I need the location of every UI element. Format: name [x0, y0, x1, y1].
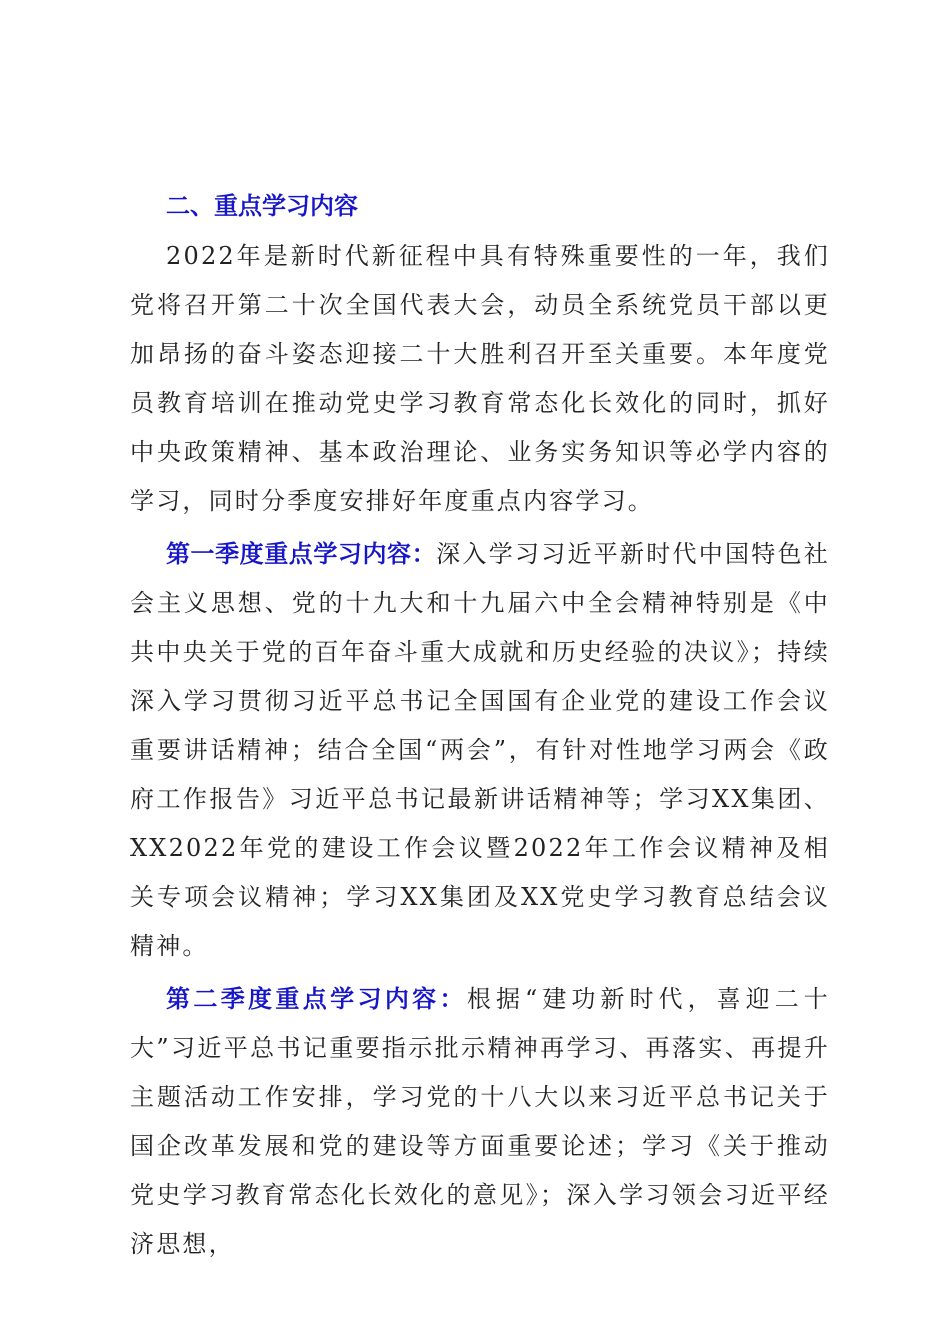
- intro-paragraph-text: 2022年是新时代新征程中具有特殊重要性的一年，我们党将召开第二十次全国代表大会，动员全系统党员干部以更加昂扬的奋斗姿态迎接二十大胜利召开至关重要。本年度党员教育培训在推动党史学习教育常态化长效化的同时，抓好中央政策精神、基本政治理论、业务实务知识等必学内容的学习，同时分季度安排好年度重点内容学习。: [130, 242, 830, 515]
- document-content: [130, 180, 830, 1269]
- intro-paragraph: [130, 232, 830, 526]
- q1-lead: 第一季度重点学习内容：: [166, 540, 437, 568]
- q1-paragraph-text: 深入学习习近平新时代中国特色社会主义思想、党的十九大和十九届六中全会精神特别是《中共中央关于党的百年奋斗重大成就和历史经验的决议》；持续深入学习贯彻习近平总书记全国国有企业党的建设工作会议重要讲话精神；结合全国“两会”，有针对性地学习两会《政府工作报告》习近平总书记最新讲话精神等；学习XX集团、XX2022年党的建设工作会议暨2022年工作会议精神及相关专项会议精神；学习XX集团及XX党史学习教育总结会议精神。: [130, 540, 831, 960]
- section-heading: 二、重点学习内容: [166, 192, 358, 220]
- q1-paragraph: [130, 530, 830, 971]
- q2-paragraph: [130, 975, 830, 1269]
- q2-lead: 第二季度重点学习内容：: [166, 985, 467, 1013]
- q2-paragraph-text: 根据“建功新时代，喜迎二十大”习近平总书记重要指示批示精神再学习、再落实、再提升主题活动工作安排，学习党的十八大以来习近平总书记关于国企改革发展和党的建设等方面重要论述；学习《关于推动党史学习教育常态化长效化的意见》；深入学习领会习近平经济思想，: [130, 985, 830, 1258]
